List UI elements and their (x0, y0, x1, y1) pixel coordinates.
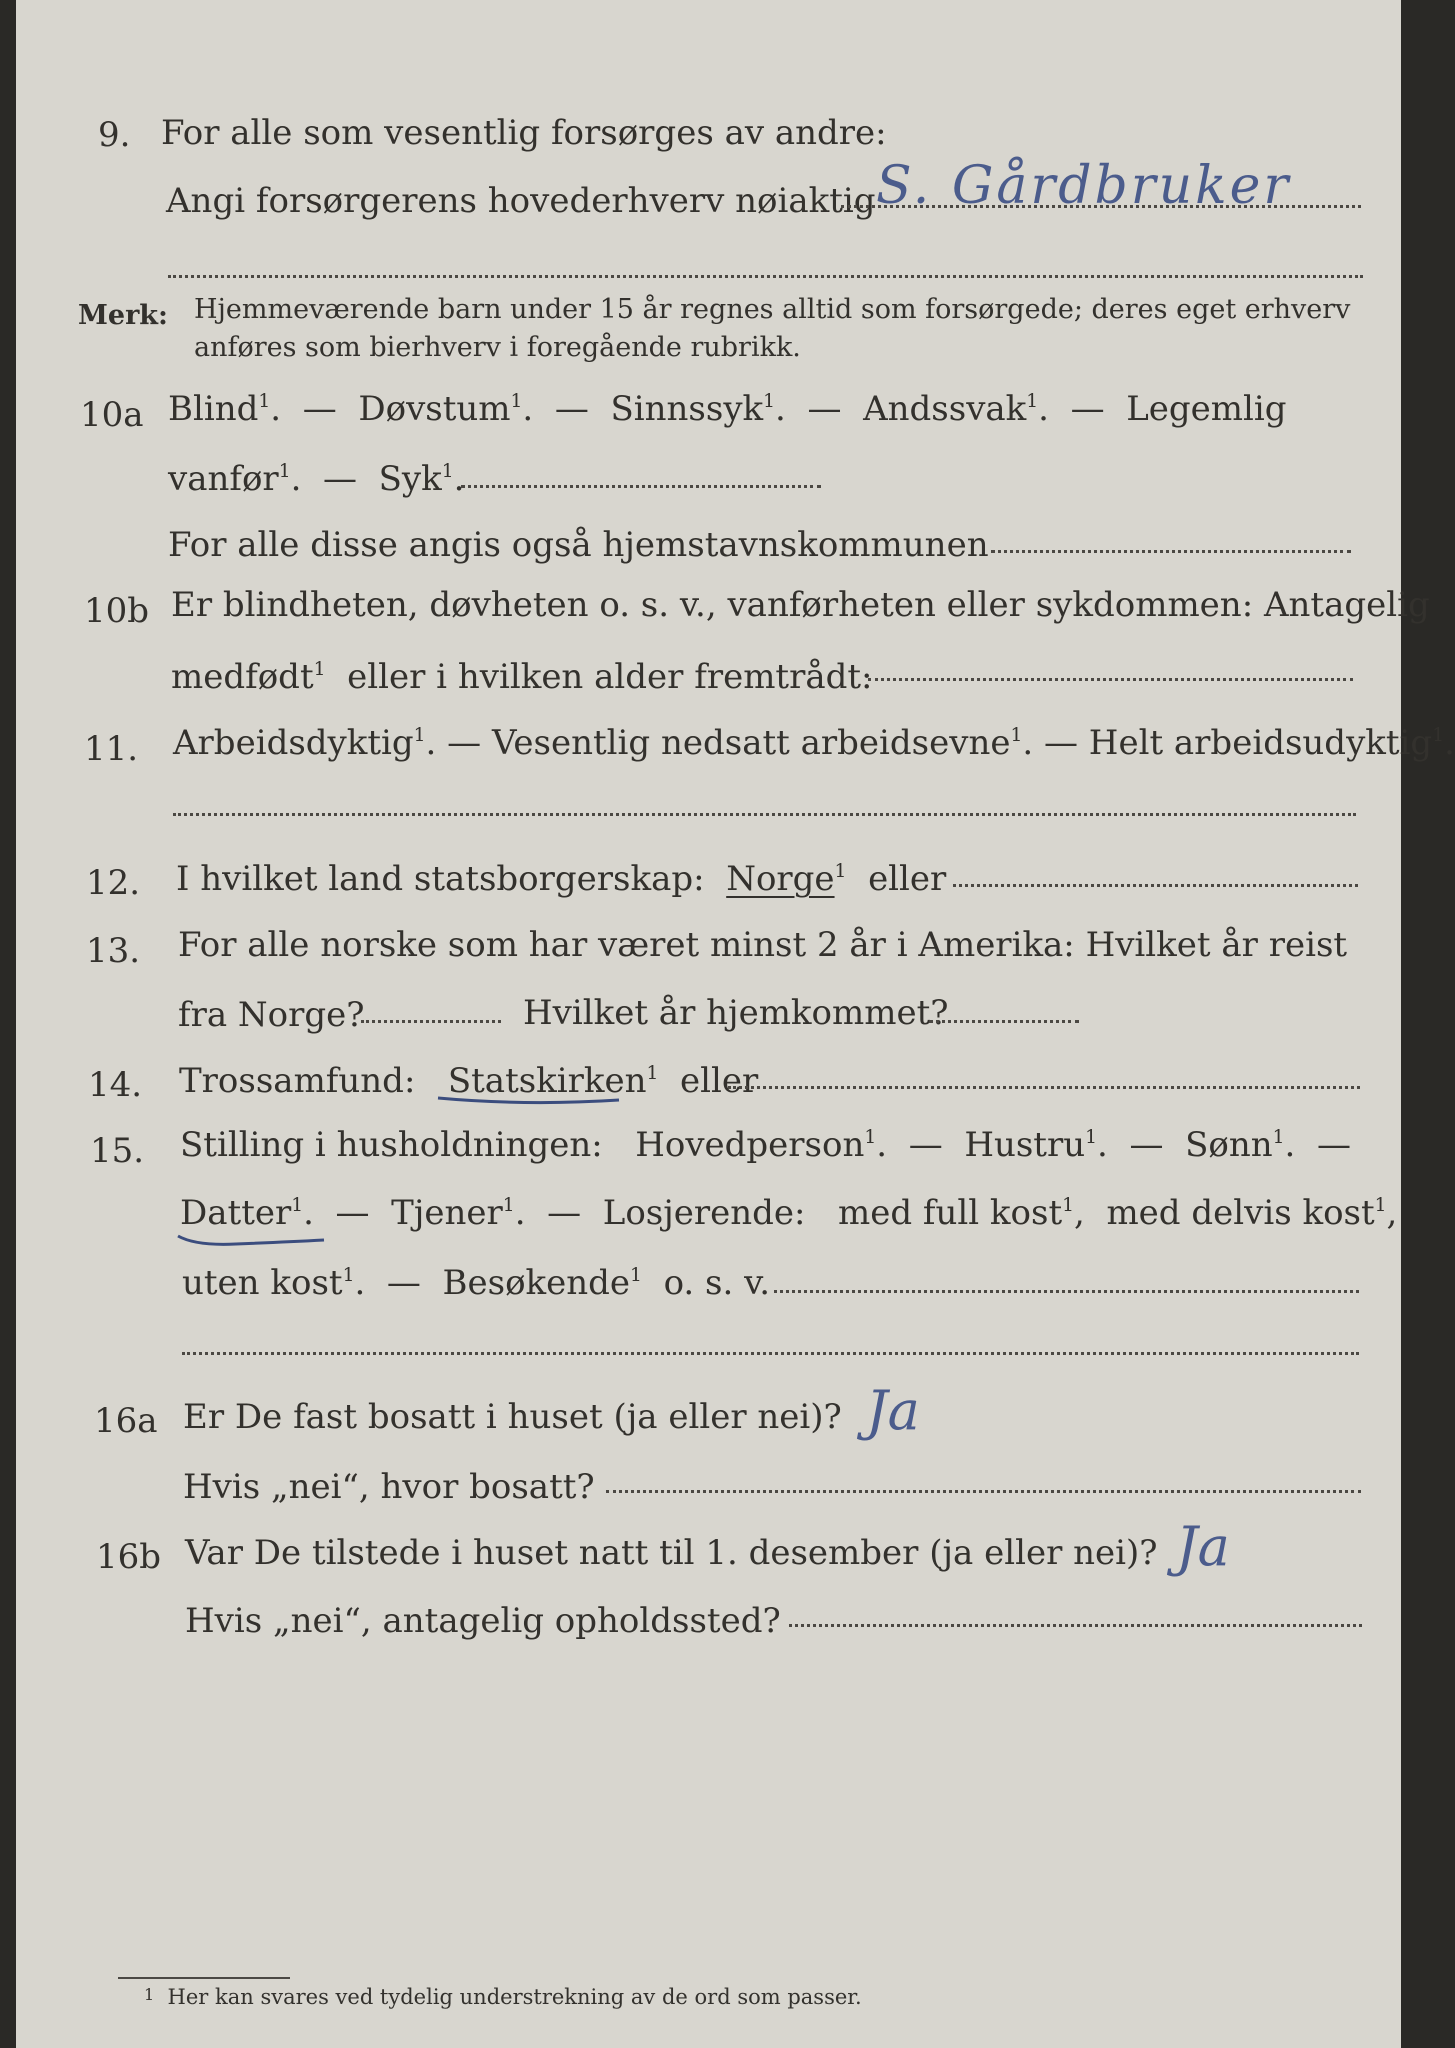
footnote-mark: 1 (1010, 724, 1023, 746)
q15-datter: Datter (180, 1193, 292, 1233)
footnote-mark: 1 (1085, 1126, 1098, 1148)
q15-besokende: Besøkende (442, 1263, 631, 1303)
q10a-syk-line (461, 485, 821, 488)
q11-line1: Arbeidsdyktig$^1$. — Vesentlig nedsatt arbeidsevne$^1$. — Helt arbeidsudyktig$^1$. (173, 723, 1455, 763)
footnote-mark: 1 (291, 1194, 304, 1216)
q10a-legemlig: Legemlig (1126, 389, 1287, 429)
footnote-mark: 1 (342, 1264, 355, 1286)
q11-nedsatt: Vesentlig nedsatt arbeidsevne (491, 723, 1011, 763)
q13-line1: For alle norske som har været minst 2 år i Amerika: Hvilket år reist (178, 925, 1348, 965)
q16b-line2: Hvis „nei“, antagelig opholdssted? (185, 1601, 781, 1641)
footnote-mark: 1 (258, 390, 271, 412)
footnote-mark: 1 (834, 860, 847, 882)
q13-hjemkommet-line (929, 1020, 1079, 1023)
footnote-mark: 1 (278, 460, 291, 482)
footnote-mark: 1 (763, 390, 776, 412)
q13-line2a: fra Norge? (178, 995, 365, 1035)
q10a-dovstum: Døvstum (358, 389, 511, 429)
q15-line1: Stilling i husholdningen: Hovedperson$^1$. — Hustru$^1$. — Sønn$^1$. — (180, 1125, 1351, 1165)
q15-datter-underline-mark (176, 1232, 326, 1250)
q10b-number: 10b (84, 591, 150, 631)
q12-line (176, 859, 947, 899)
q16a-number: 16a (94, 1401, 158, 1441)
q9-line1: For alle som vesentlig forsørges av andre: (161, 113, 887, 153)
footnote-mark: 1 (646, 1062, 659, 1084)
footnote-mark: 1 (630, 1264, 642, 1286)
q16a-line1: Er De fast bosatt i huset (ja eller nei)? (183, 1397, 842, 1437)
q14-lead: Trossamfund: (179, 1061, 416, 1101)
q16b-answer-handwriting: Ja (1176, 1515, 1230, 1578)
q15-number: 15. (90, 1131, 145, 1171)
q12-number: 12. (86, 863, 141, 903)
footnote-mark: 1 (864, 1126, 877, 1148)
footnote-mark: 1 (510, 390, 523, 412)
q13-reist-line (361, 1020, 501, 1023)
q10a-line3: For alle disse angis også hjemstavnskommunen (168, 525, 989, 565)
q15-lead: Stilling i husholdningen: (180, 1125, 603, 1165)
footnote-mark: 1 (1062, 1194, 1074, 1216)
q14-choice-underline-mark (436, 1090, 621, 1110)
note-line1: Hjemmeværende barn under 15 år regnes alltid som forsørgede; deres eget erhverv (194, 294, 1351, 325)
q10a-andssvak: Andssvak (863, 389, 1027, 429)
footnote-text: Her kan svares ved tydelig understrekning av de ord som passer. (167, 1985, 862, 2009)
q14-number: 14. (88, 1065, 143, 1105)
note-line2: anføres som bierhverv i foregående rubrikk. (194, 332, 801, 363)
q9-line2: Angi forsørgerens hovederhverv nøiaktig (166, 181, 876, 221)
q15-line2: Datter$^1$. — Tjener$^1$. — Losjerende: med full kost$^1$, med delvis kost$^1$, (180, 1193, 1398, 1233)
q15-hovedperson: Hovedperson (635, 1125, 865, 1165)
q9-answer-handwriting: S. Gårdbruker (876, 156, 1292, 216)
q10a-number: 10a (80, 395, 144, 435)
q14-tail: eller (680, 1061, 759, 1101)
q10a-line2: vanfør$^1$. — Syk$^1$. (168, 459, 465, 499)
q11-arbeidsdyktig: Arbeidsdyktig (173, 723, 414, 763)
q15-full-kost: med full kost (837, 1193, 1063, 1233)
q10b-line2 (171, 657, 873, 697)
q16a-line2: Hvis „nei“, hvor bosatt? (183, 1467, 595, 1507)
footnote-number: 1 (144, 1985, 155, 2004)
q12-answer-line (953, 884, 1358, 887)
q10b-line1: Er blindheten, døvheten o. s. v., vanførheten eller sykdommen: Antagelig (171, 585, 1430, 625)
census-form-page (16, 0, 1455, 2048)
q16a-bosatt-line (606, 1490, 1361, 1493)
q15-line3: uten kost$^1$. — Besøkende$^1$ o. s. v. (182, 1263, 771, 1303)
q11-number: 11. (84, 729, 139, 769)
q10a-syk: Syk (378, 459, 442, 499)
note-label: Merk: (78, 300, 168, 331)
q15-tjener: Tjener (391, 1193, 503, 1233)
q16b-line1: Var De tilstede i huset natt til 1. desember (ja eller nei)? (185, 1533, 1158, 1573)
q16b-opholdssted-line (789, 1624, 1362, 1627)
q10a-blind: Blind (168, 389, 259, 429)
q11-answer-line (173, 813, 1356, 816)
footnote-rule (118, 1977, 290, 1979)
q12-tail: eller (868, 859, 947, 899)
q16b-number: 16b (96, 1537, 162, 1577)
footnote-mark: 1 (1272, 1126, 1285, 1148)
q13-line2b: Hvilket år hjemkommet? (523, 993, 949, 1033)
q10b-medfodt: medfødt (171, 657, 314, 697)
q10b-answer-line (868, 678, 1353, 681)
q15-sonn: Sønn (1185, 1125, 1273, 1165)
q15-osv: o. s. v. (663, 1263, 771, 1303)
q10a-line1: Blind$^1$. — Døvstum$^1$. — Sinnssyk$^1$. — Andssvak$^1$. — Legemlig (168, 389, 1287, 429)
q15-hustru: Hustru (964, 1125, 1086, 1165)
q14-choice: Statskirken (447, 1061, 647, 1101)
q15-losjerende: Losjerende: (602, 1193, 806, 1233)
q12-choice-underlined: Norge (726, 859, 835, 899)
footnote-mark: 1 (413, 724, 426, 746)
q10a-hjemstavn-line (991, 550, 1351, 553)
q14-answer-line (728, 1086, 1360, 1089)
footnote-mark: 1 (1374, 1194, 1387, 1216)
footnote-mark: 1 (502, 1194, 515, 1216)
q15-extra-line (182, 1352, 1359, 1355)
footnote-mark: 1 (441, 460, 454, 482)
q15-answer-line (774, 1290, 1359, 1293)
q10b-alder: eller i hvilken alder fremtrådt: (347, 657, 873, 697)
footnote-mark: 1 (1432, 724, 1445, 746)
q10a-vanfor: vanfør (168, 459, 279, 499)
q11-udyktig: Helt arbeidsudyktig (1088, 723, 1433, 763)
q13-number: 13. (86, 931, 141, 971)
footnote (144, 1987, 862, 2008)
q10a-sinnssyk: Sinnssyk (610, 389, 764, 429)
q15-uten-kost: uten kost (182, 1263, 343, 1303)
q9-number: 9. (98, 115, 131, 155)
footnote-mark: 1 (313, 658, 326, 680)
q15-delvis-kost: med delvis kost (1106, 1193, 1375, 1233)
q12-lead: I hvilket land statsborgerskap: (176, 859, 705, 899)
q16a-answer-handwriting: Ja (866, 1379, 920, 1442)
footnote-mark: 1 (1026, 390, 1039, 412)
q9-extra-line (168, 275, 1363, 278)
